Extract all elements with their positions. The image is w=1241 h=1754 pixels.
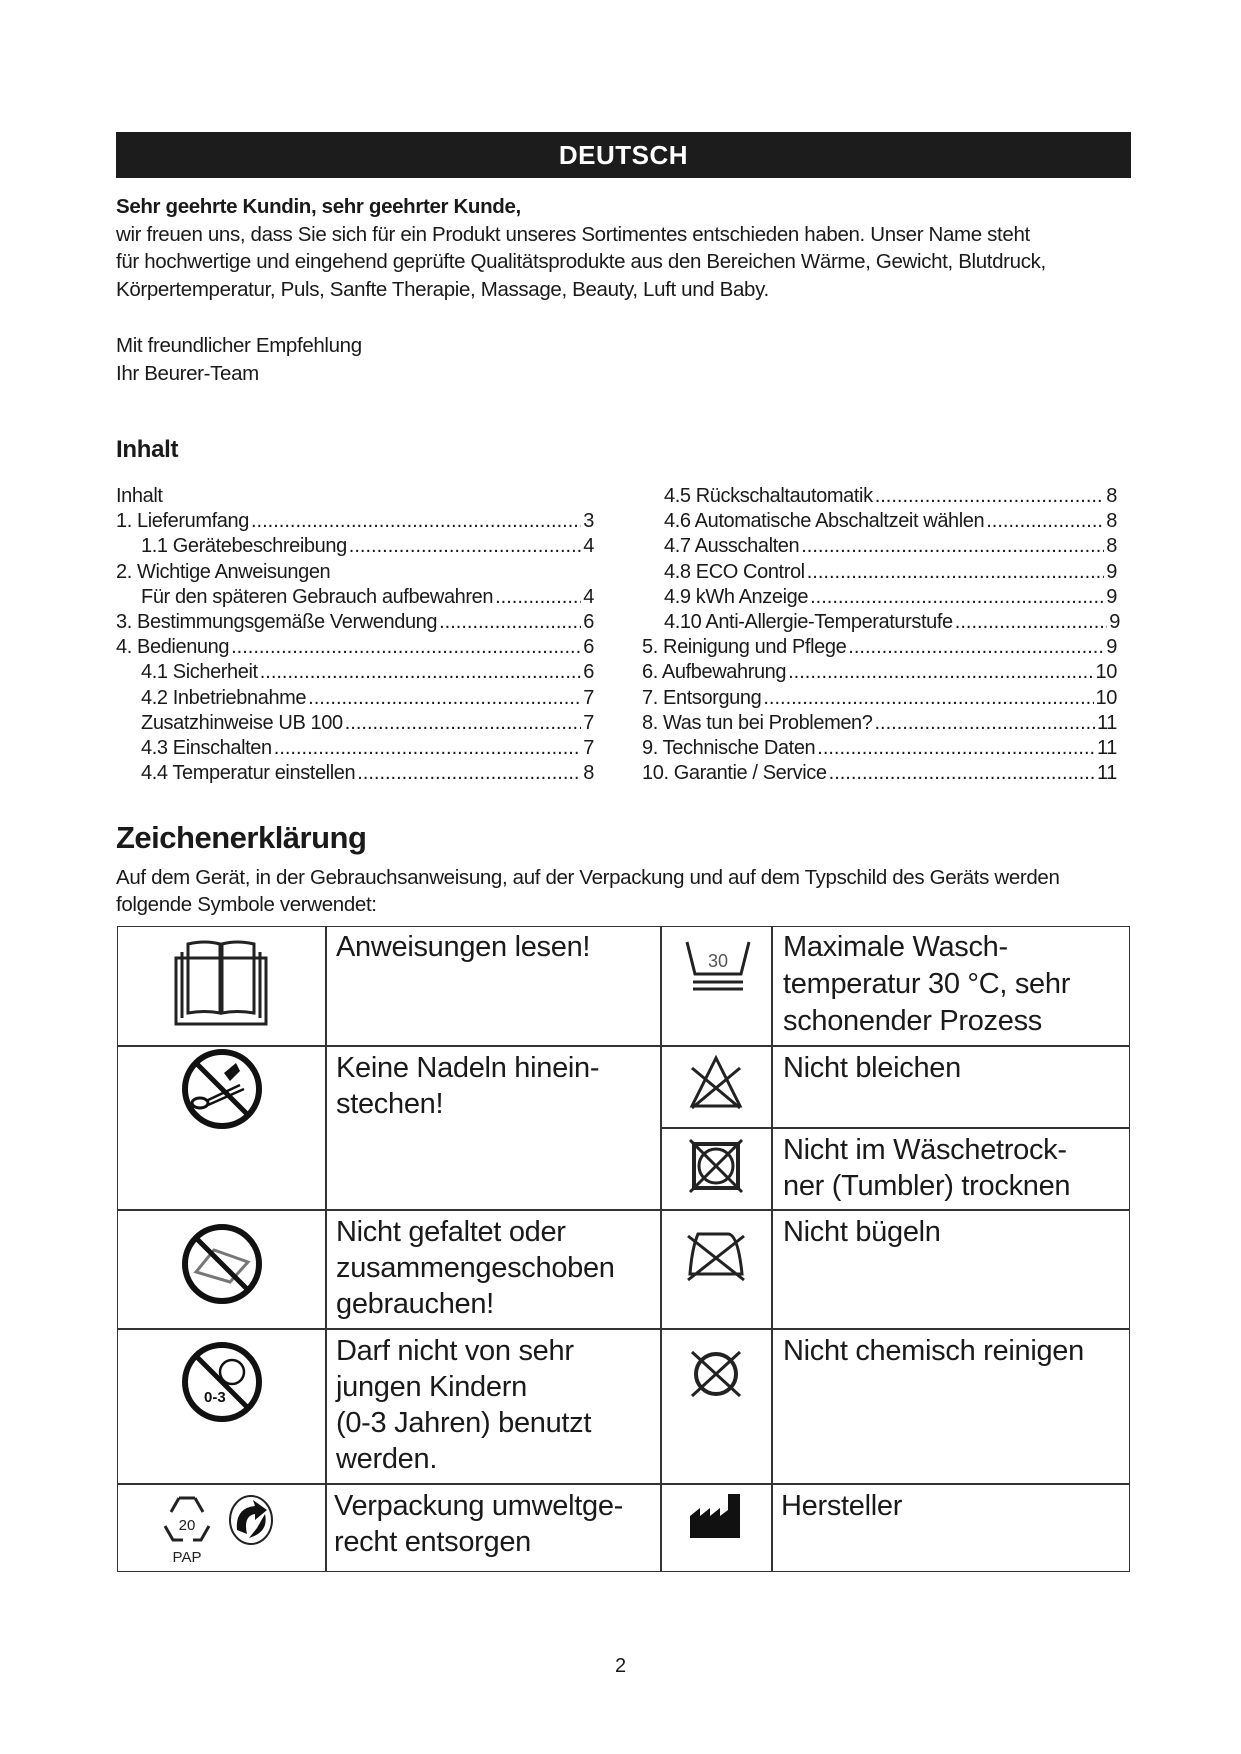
- toc-heading: Inhalt: [116, 436, 179, 463]
- no-fold-text: [336, 1214, 615, 1322]
- no-ironing-icon: [684, 1228, 748, 1286]
- wash-text-line: temperatur 30 °C, sehr: [783, 968, 1071, 1000]
- toc-entry[interactable]: [141, 761, 594, 786]
- table-cell: [117, 1483, 327, 1572]
- no-dry-cleaning-icon: [686, 1346, 746, 1402]
- toc-entry[interactable]: [642, 660, 1117, 685]
- symbols-description: folgende Symbole verwendet:: [116, 893, 377, 916]
- toc-entry[interactable]: [642, 736, 1117, 761]
- text-line: Keine Nadeln hinein-: [336, 1052, 600, 1084]
- toc-page: 8: [1106, 535, 1117, 558]
- no-dryclean-text: Nicht chemisch reinigen: [783, 1335, 1084, 1367]
- toc-entry[interactable]: [116, 635, 594, 660]
- toc-page: 4: [583, 535, 594, 558]
- toc-leader: [345, 711, 582, 736]
- toc-label: Inhalt: [116, 485, 163, 507]
- toc-label: 4.3 Einschalten: [141, 737, 272, 759]
- intro-line: wir freuen uns, dass Sie sich für ein Produkt unseres Sortimentes entschieden haben. Unser Name steht: [116, 223, 1030, 246]
- toc-page: 6: [583, 611, 594, 633]
- no-iron-text: Nicht bügeln: [783, 1216, 941, 1248]
- toc-entry[interactable]: [642, 711, 1117, 736]
- greeting: Sehr geehrte Kundin, sehr geehrter Kunde,: [116, 195, 521, 218]
- toc-label: 10. Garantie / Service: [642, 762, 827, 785]
- toc-entry[interactable]: [642, 686, 1117, 711]
- page-number: 2: [614, 1655, 627, 1677]
- toc-entry[interactable]: [664, 610, 1120, 635]
- read-instructions-book-icon: [172, 938, 272, 1028]
- toc-page: 6: [583, 636, 594, 659]
- toc-label: 1. Lieferumfang: [116, 510, 249, 533]
- toc-page: 7: [583, 737, 594, 759]
- toc-leader: [986, 509, 1104, 534]
- toc-label: 4.1 Sicherheit: [141, 661, 258, 684]
- toc-label: 5. Reinigung und Pflege: [642, 636, 847, 659]
- toc-label: 4.2 Inbetriebnahme: [141, 686, 307, 709]
- toc-entry[interactable]: [642, 635, 1117, 660]
- toc-page: 11: [1097, 737, 1117, 759]
- toc-leader: [955, 610, 1107, 635]
- toc-leader: [801, 534, 1104, 559]
- manufacturer-text: Hersteller: [781, 1490, 903, 1522]
- toc-label: 4.7 Ausschalten: [664, 535, 800, 558]
- toc-leader: [875, 484, 1105, 509]
- toc-entry[interactable]: [141, 711, 594, 736]
- toc-leader: [495, 585, 581, 610]
- toc-leader: [788, 660, 1093, 685]
- toc-entry[interactable]: [116, 560, 594, 585]
- intro-line: Körpertemperatur, Puls, Sanfte Therapie, Massage, Beauty, Luft und Baby.: [116, 278, 769, 301]
- toc-entry[interactable]: [141, 534, 594, 559]
- toc-label: 4.10 Anti-Allergie-Temperaturstufe: [664, 611, 953, 633]
- toc-page: 11: [1097, 762, 1117, 785]
- text-line: Nicht im Wäschetrock-: [783, 1134, 1067, 1166]
- wash-30-icon: [683, 938, 753, 994]
- toc-leader: [875, 711, 1096, 736]
- symbols-heading: Zeichenerklärung: [116, 820, 367, 855]
- toc-entry[interactable]: [664, 534, 1117, 559]
- toc-entry[interactable]: [664, 484, 1117, 509]
- toc-leader: [439, 610, 581, 635]
- toc-entry[interactable]: [116, 610, 594, 635]
- svg-text:0-3: 0-3: [204, 1389, 226, 1406]
- text-line: werden.: [336, 1443, 438, 1475]
- toc-page: 8: [1106, 510, 1117, 533]
- read-instructions-text: Anweisungen lesen!: [336, 931, 591, 963]
- no-tumble-dry-icon: [686, 1136, 746, 1196]
- toc-leader: [251, 509, 581, 534]
- toc-leader: [810, 585, 1104, 610]
- toc-page: 6: [583, 661, 594, 684]
- no-needles-icon: [180, 1047, 264, 1131]
- toc-label: Für den späteren Gebrauch aufbewahren: [141, 585, 494, 608]
- toc-page: 10: [1095, 661, 1117, 684]
- toc-entry[interactable]: [664, 560, 1117, 585]
- toc-leader: [829, 761, 1095, 786]
- toc-leader: [848, 635, 1104, 660]
- wash-text-line: Maximale Wasch-: [783, 931, 1008, 963]
- wash-text: [783, 929, 1070, 1040]
- toc-entry[interactable]: [642, 761, 1117, 786]
- toc-entry[interactable]: [664, 585, 1117, 610]
- toc-page: 11: [1097, 711, 1117, 734]
- symbols-description: Auf dem Gerät, in der Gebrauchsanweisung, auf der Verpackung und auf dem Typschild des Geräts werden: [116, 866, 1060, 889]
- toc-page: 9: [1109, 611, 1120, 633]
- toc-leader: [274, 736, 582, 761]
- text-line: (0-3 Jahren) benutzt: [336, 1407, 592, 1439]
- toc-leader: [807, 560, 1105, 585]
- text-line: gebrauchen!: [336, 1288, 494, 1320]
- text-line: stechen!: [336, 1088, 444, 1120]
- toc-page: 10: [1095, 686, 1117, 709]
- text-line: ner (Tumbler) trocknen: [783, 1170, 1071, 1202]
- packaging-text: [334, 1488, 623, 1560]
- closing-line: Mit freundlicher Empfehlung: [116, 334, 362, 357]
- toc-entry[interactable]: [116, 509, 594, 534]
- toc-leader: [817, 736, 1095, 761]
- toc-page: 3: [583, 510, 594, 533]
- toc-leader: [308, 686, 581, 711]
- toc-label: 7. Entsorgung: [642, 686, 762, 709]
- toc-page: 8: [1106, 485, 1117, 507]
- toc-page: 7: [583, 686, 594, 709]
- language-header: DEUTSCH: [116, 132, 1131, 178]
- no-bleach-text: Nicht bleichen: [783, 1052, 961, 1084]
- text-line: zusammengeschoben: [336, 1252, 615, 1284]
- toc-page: 9: [1106, 585, 1117, 608]
- recycling-pap-icon: [159, 1492, 215, 1566]
- green-dot-icon: [227, 1494, 275, 1546]
- no-tumble-text: [783, 1132, 1070, 1204]
- toc-label: 4.8 ECO Control: [664, 560, 805, 583]
- svg-text:20: 20: [178, 1517, 196, 1534]
- toc-label: 8. Was tun bei Problemen?: [642, 711, 873, 734]
- toc-page: 7: [583, 711, 594, 734]
- toc-entry[interactable]: [116, 484, 594, 509]
- toc-entry[interactable]: [141, 736, 594, 761]
- svg-text:PAP: PAP: [172, 1549, 202, 1566]
- toc-label: 4.5 Rückschaltautomatik: [664, 485, 873, 507]
- toc-label: 4.9 kWh Anzeige: [664, 585, 809, 608]
- toc-entry[interactable]: [141, 585, 594, 610]
- toc-entry[interactable]: [141, 660, 594, 685]
- text-line: Verpackung umweltge-: [334, 1490, 623, 1522]
- toc-label: 3. Bestimmungsgemäße Verwendung: [116, 611, 438, 633]
- intro-line: für hochwertige und eingehend geprüfte Qualitätsprodukte aus den Bereichen Wärme, Gewicht, Blutdruck,: [116, 250, 1046, 273]
- text-line: Nicht gefaltet oder: [336, 1216, 566, 1248]
- toc-leader: [763, 686, 1093, 711]
- text-line: Darf nicht von sehr: [336, 1335, 574, 1367]
- toc-leader: [260, 660, 582, 685]
- text-line: recht entsorgen: [334, 1526, 532, 1558]
- toc-label: 6. Aufbewahrung: [642, 661, 787, 684]
- toc-label: 2. Wichtige Anweisungen: [116, 560, 331, 583]
- toc-page: 9: [1106, 560, 1117, 583]
- manufacturer-icon: [688, 1492, 742, 1540]
- toc-label: 9. Technische Daten: [642, 737, 816, 759]
- toc-label: 1.1 Gerätebeschreibung: [141, 535, 347, 558]
- toc-leader: [231, 635, 581, 660]
- no-needles-text: [336, 1050, 599, 1122]
- toc-entry[interactable]: [141, 686, 594, 711]
- toc-label: 4.6 Automatische Abschaltzeit wählen: [664, 510, 985, 533]
- toc-leader: [357, 761, 581, 786]
- wash-text-line: schonender Prozess: [783, 1005, 1042, 1037]
- toc-leader: [349, 534, 581, 559]
- no-folding-icon: [180, 1222, 264, 1306]
- no-children-text: [336, 1333, 591, 1477]
- text-line: jungen Kindern: [336, 1371, 527, 1403]
- no-bleach-icon: [686, 1054, 746, 1112]
- toc-label: Zusatzhinweise UB 100: [141, 711, 343, 734]
- toc-page: 9: [1106, 636, 1117, 659]
- svg-text:30: 30: [707, 951, 729, 971]
- not-for-young-children-icon: [180, 1340, 264, 1424]
- closing-line: Ihr Beurer-Team: [116, 362, 259, 385]
- toc-label: 4. Bedienung: [116, 636, 230, 659]
- toc-label: 4.4 Temperatur einstellen: [141, 762, 356, 785]
- toc-page: 4: [583, 585, 594, 608]
- toc-page: 8: [583, 762, 594, 785]
- toc-entry[interactable]: [664, 509, 1117, 534]
